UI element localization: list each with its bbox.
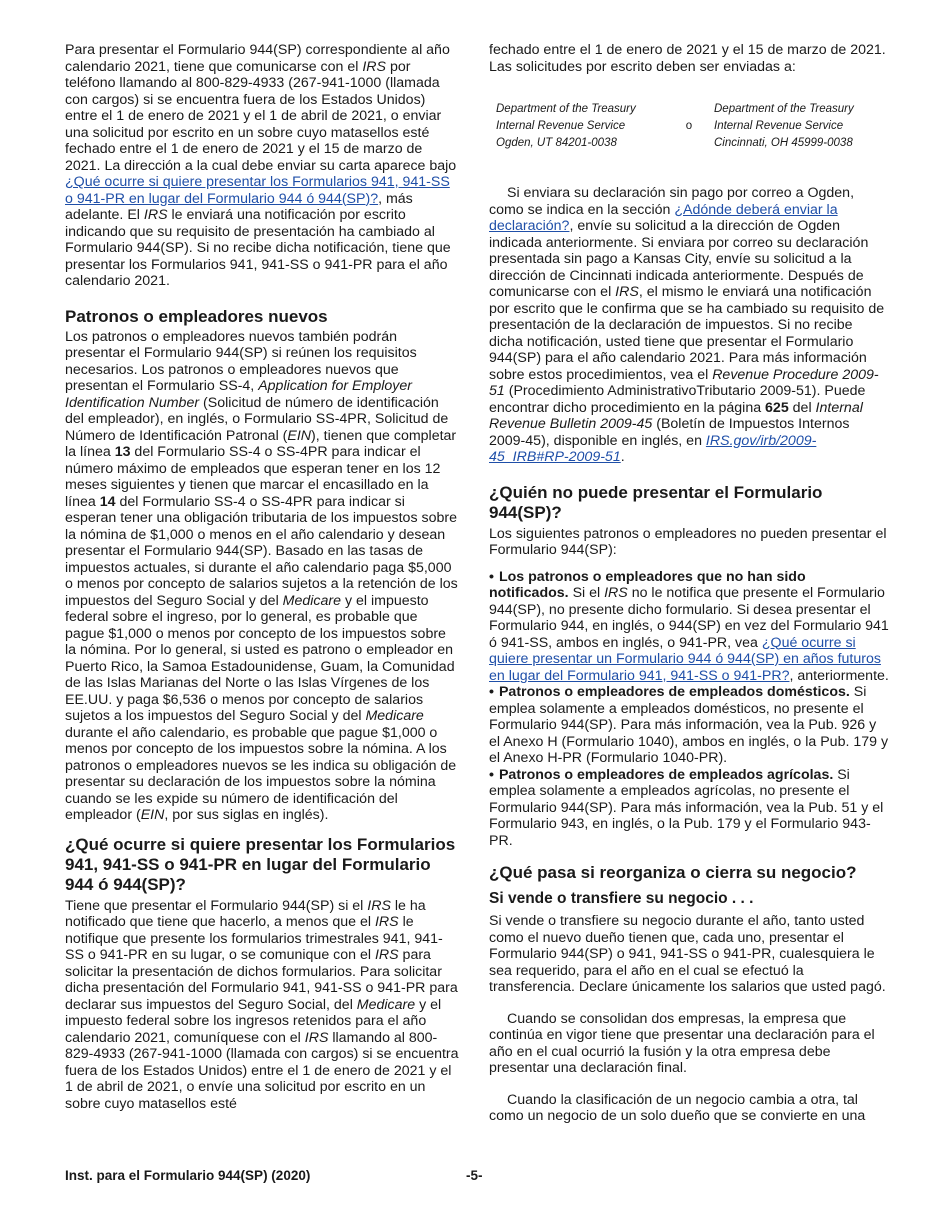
merge-paragraph: Cuando se consolidan dos empresas, la empresa que continúa en vigor tiene que presentar una declaración para el año en el cual ocurrió la fusión y la otra empresa debe presentar una declaración final. (489, 1010, 875, 1076)
bullet-not-notified: • Los patronos o empleadores que no han sido notificados. Si el IRS no le notifica que presente el Formulario 944(SP), no presente dicho formulario. Si desea presentar el Formulario 944, en inglés, o 944(SP) en vez del Formulario 941 ó 941-SS, ambos en inglés, o 941-PR, vea ¿Qué ocurre si quiere presentar un Formulario 944 ó 944(SP) en años futuros en lugar del Formulario 941, 941-SS o 941-PR?, anteriormente. (489, 568, 889, 684)
file-941-paragraph: Tiene que presentar el Formulario 944(SP) si el IRS le ha notificado que tiene que hacerlo, a menos que el IRS le notifique que presente los formularios trimestrales 941, 941-SS o 941-PR en su lugar, o se comunique con el IRS para solicitar la presentación de dichos formularios. Para solicitar dicha presentación del Formulario 941, 941-SS o 941-PR para declarar sus impuestos del Seguro Social, del Medicare y el impuesto federal sobre los ingresos retenidos para el año calendario 2021, comuníquese con el IRS llamando al 800-829-4933 (267-941-1000 (llamada con cargos) si se encuentra fuera de los Estados Unidos) entre el 1 de enero de 2021 y el 1 de abril de 2021, o envíe una solicitud por escrito en un sobre cuyo matasellos esté (65, 897, 459, 1112)
bullet-icon: • (489, 568, 494, 585)
heading-reorganize: ¿Qué pasa si reorganiza o cierra su negocio? (489, 863, 857, 882)
classification-paragraph: Cuando la clasificación de un negocio cambia a otra, tal como un negocio de un solo dueño que se convierte en una (489, 1091, 866, 1124)
heading-sell-transfer: Si vende o transfiere su negocio . . . (489, 890, 754, 907)
link-future-years[interactable]: ¿Qué ocurre si quiere presentar un Formulario 944 ó 944(SP) en años futuros en lugar del Formulario 941, 941-SS o 941-PR? (489, 634, 881, 684)
bullet-agricultural: • Patronos o empleadores de empleados agrícolas. Si emplea solamente a empleados agrícolas, no presente el Formulario 944(SP). Para más información, vea la Pub. 51 y el Formulario 943, en inglés, o la Pub. 179 y el Formulario 943-PR. (489, 766, 884, 849)
mailing-paragraph: Si enviara su declaración sin pago por correo a Ogden, como se indica en la sección ¿Adónde deberá enviar la declaración?, envíe su solicitud a la dirección de Ogden indicada anteriormente. Si enviara por correo su declaración presentada sin pago a Kansas City, envíe su solicitud a la dirección de Cincinnati indicada anteriormente. Después de comunicarse con el IRS, el mismo le enviará una notificación por escrito que le confirma que se ha cambiado su requisito de presentación de la declaración de impuestos. Si no recibe dicha notificación, usted tiene que presentar el Formulario 944(SP) para el año calendario 2021. Para más información sobre estos procedimientos, vea el Revenue Procedure 2009-51 (Procedimiento AdministrativoTributario 2009-51). Puede encontrar dicho procedimiento en la página 625 del Internal Revenue Bulletin 2009-45 (Boletín de Impuestos Internos 2009-45), disponible en inglés, en IRS.gov/irb/2009-45_IRB#RP-2009-51. (489, 185, 885, 465)
link-irs-bulletin[interactable]: IRS.gov/irb/2009-45_IRB#RP-2009-51 (489, 432, 817, 465)
link-941-instead[interactable]: ¿Qué ocurre si quiere presentar los Formularios 941, 941-SS o 941-PR en lugar del Formulario 944 ó 944(SP)? (65, 174, 450, 207)
address-ogden (496, 101, 664, 152)
who-cannot-paragraph: Los siguientes patronos o empleadores no pueden presentar el Formulario 944(SP): (489, 525, 887, 558)
sell-transfer-paragraph: Si vende o transfiere su negocio durante el año, tanto usted como el nuevo dueño tienen que, cada uno, presentar el Formulario 944(SP) o 941, 941-SS o 941-PR, cualesquiera le sea requerido, para el año en el cual se efectuó la transferencia. Declare únicamente los salarios que usted pagó. (489, 913, 886, 995)
address-or: o (685, 120, 693, 132)
new-employers-paragraph: Los patronos o empleadores nuevos también podrán presentar el Formulario 944(SP) si reúnen los requisitos necesarios. Los patronos o empleadores nuevos que presentan el Formulario SS-4, Application for Employer Identification Number (Solicitud de número de identificación del empleador), en inglés, o Formulario SS-4PR, Solicitud de Número de Identificación Patronal (EIN), tienen que completar la línea 13 del Formulario SS-4 o SS-4PR para indicar el número máximo de empleados que esperan tener en los 12 meses siguientes y tienen que marcar el encasillado en la línea 14 del Formulario SS-4 o SS-4PR para indicar si esperan tener una obligación tributaria de los impuestos sobre la nómina de $1,000 o menos en el año calendario y desean presentar el Formulario 944(SP). Basado en las tasas de impuestos actuales, si durante el año calendario paga $5,000 o menos por concepto de salarios sujetos a la retención de los impuestos del Seguro Social y del Medicare y el impuesto federal sobre el ingreso, por lo general, es probable que pague $1,000 o menos por concepto de los impuestos sobre la nómina. Por lo general, si usted es patrono o empleador en Puerto Rico, la Samoa Estadounidense, Guam, la Comunidad de las Islas Marianas del Norte o las Islas Vírgenes de los EE.UU. y paga $6,536 o menos por concepto de salarios sujetos a los impuestos del Seguro Social y del Medicare durante el año calendario, es probable que pague $1,000 o menos por concepto de los impuestos sobre la nómina. A los patronos o empleadores nuevos se les indica su obligación de presentar su declaración de los impuestos sobre la nómina cuando se les expide su número de identificación del empleador (EIN, por sus siglas en inglés). (65, 328, 458, 823)
right-column (489, 42, 889, 1125)
footer-title: Inst. para el Formulario 944(SP) (2020) (65, 1168, 311, 1183)
address-line: Department of the Treasury (714, 103, 854, 115)
bullet-icon: • (489, 766, 494, 783)
address-block (496, 101, 889, 152)
address-line: Internal Revenue Service (714, 120, 844, 132)
address-line: Department of the Treasury (496, 103, 636, 115)
heading-file-941-instead: ¿Qué ocurre si quiere presentar los Formularios 941, 941-SS o 941-PR en lugar del Formulario 944 ó 944(SP)? (65, 834, 456, 894)
heading-new-employers: Patronos o empleadores nuevos (65, 306, 328, 326)
page-number: -5- (466, 1168, 483, 1183)
bullet-household: • Patronos o empleadores de empleados domésticos. Si emplea solamente a empleados domésticos, no presente el Formulario 944(SP). Para más información, vea la Pub. 926 y el Anexo H (Formulario 1040), ambos en inglés, o la Pub. 179 y el Anexo H-PR (Formulario 1040-PR). (489, 684, 889, 766)
address-line: Internal Revenue Service (496, 120, 626, 132)
link-where-to-send[interactable]: ¿Adónde deberá enviar la declaración? (489, 201, 838, 234)
address-line: Ogden, UT 84201-0038 (496, 137, 617, 149)
address-cincinnati (714, 101, 854, 152)
continuation-paragraph: fechado entre el 1 de enero de 2021 y el 15 de marzo de 2021. Las solicitudes por escrito deben ser enviadas a: (489, 42, 886, 75)
address-line: Cincinnati, OH 45999-0038 (714, 137, 853, 149)
intro-paragraph: Para presentar el Formulario 944(SP) correspondiente al año calendario 2021, tiene que comunicarse con el IRS por teléfono llamando al 800-829-4933 (267-941-1000 (llamada con cargos) si se encuentra fuera de los Estados Unidos) entre el 1 de enero de 2021 y el 1 de abril de 2021, o enviar una solicitud por escrito en un sobre cuyo matasellos esté fechado entre el 1 de enero de 2021 y el 15 de marzo de 2021. La dirección a la cual debe enviar su carta aparece bajo ¿Qué ocurre si quiere presentar los Formularios 941, 941-SS o 941-PR en lugar del Formulario 944 ó 944(SP)?, más adelante. El IRS le enviará una notificación por escrito indicando que su requisito de presentación ha cambiado al Formulario 944(SP). Si no recibe dicha notificación, tiene que presentar los Formularios 941, 941-SS o 941-PR para el año calendario 2021. (65, 42, 457, 289)
heading-who-cannot-file: ¿Quién no puede presentar el Formulario 944(SP)? (489, 482, 823, 522)
left-column (65, 42, 460, 1112)
bullet-icon: • (489, 684, 494, 700)
